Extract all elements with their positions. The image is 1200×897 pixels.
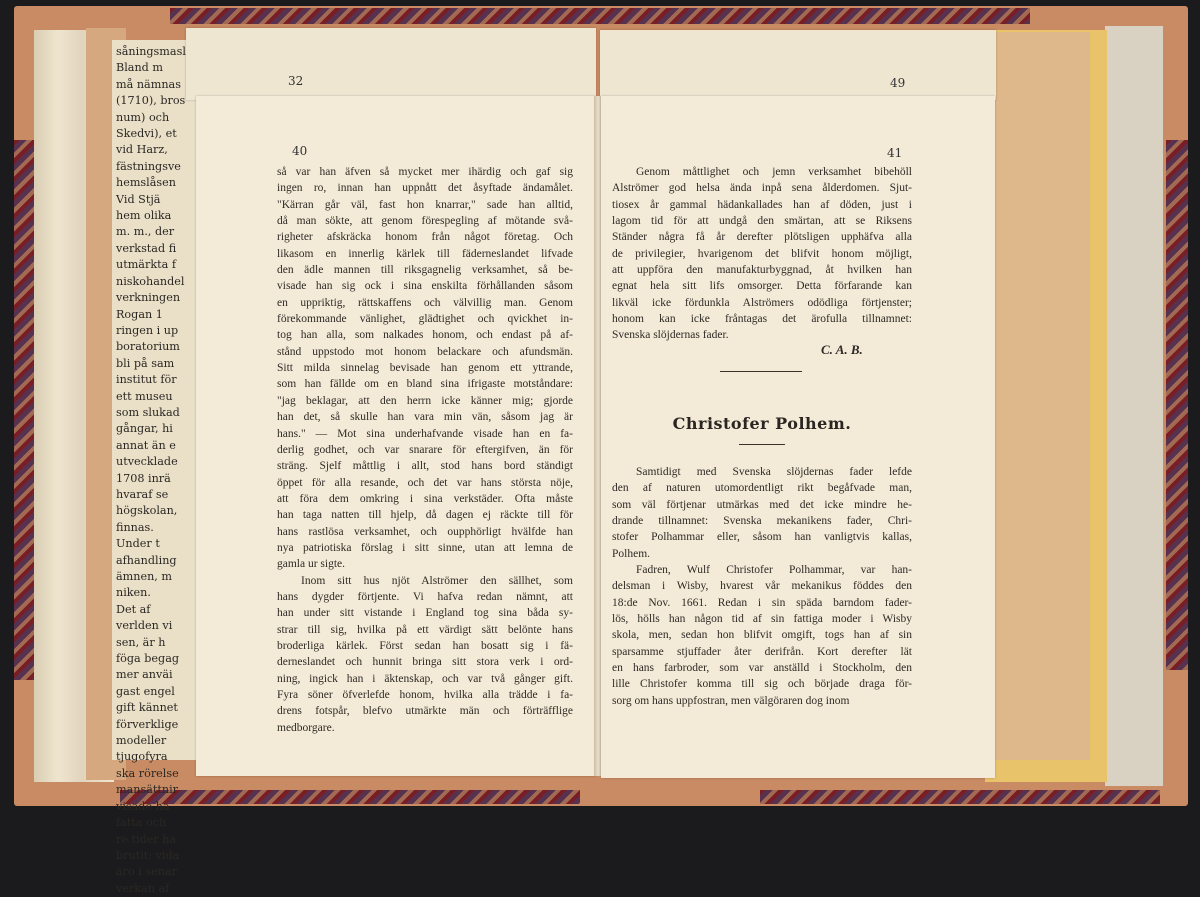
text-line: Ständer några få år derefter plötsligen upphäfva alla [612, 231, 912, 244]
clipping-line: brutit; vida [116, 848, 180, 862]
clipping-text [112, 40, 196, 897]
right-page-text-top [612, 164, 912, 344]
clipping-line: verlden vi [116, 619, 173, 633]
clipping-line: vid Harz, [116, 143, 168, 157]
text-line: likväl icke fördunkla Alströmers odödliga förtjenster; [612, 296, 912, 309]
text-line: egnat hela sitt lifs omsorger. Detta förfarande kan [612, 280, 912, 293]
text-line: drande tillnamnet: Svenska mekanikens fader, Chri- [612, 515, 912, 528]
text-line: strar till sig, hvilka på ett värdigt sätt belönte hans [277, 623, 573, 636]
clipping-line: niskohandel [116, 274, 185, 288]
clipping-line: ett museu [116, 389, 173, 403]
marbled-endpaper-right [1166, 140, 1188, 670]
text-line: förekommande vänlighet, glädtighet och qvickhet in- [277, 313, 573, 326]
text-line: likasom en innerlig kärlek till fäderneslandet lifvade [277, 247, 573, 260]
clipping-line: förverklige [116, 717, 179, 731]
text-line: righeter afskräcka honom från något företag. Och [277, 231, 573, 244]
clipping-line: num) och [116, 110, 170, 124]
clipping-line: niken. [116, 586, 151, 600]
signature: C. A. B. [821, 342, 863, 357]
under-page-number-right: 49 [890, 76, 906, 90]
text-line: derneslandet och hunnit bringa sitt stora verk i ord- [277, 656, 573, 669]
text-line: en hans farbroder, som var anställd i Stockholm, den [612, 662, 912, 675]
clipping-line: må nämnas [116, 77, 181, 91]
text-line: ning, ingick han i äktenskap, och var två gånger gift. [277, 672, 573, 685]
clipping-line: utmärkta f [116, 258, 176, 272]
text-line: gamla ur sigte. [277, 558, 346, 571]
text-line: derlig godhet, och var snarare för eftergifven, än för [277, 443, 573, 456]
text-line: han taga natten till hjelp, då dagen ej räckte till för [277, 509, 573, 522]
clipping-line: re tider ha [116, 832, 177, 846]
right-page [601, 96, 995, 778]
text-line: Samtidigt med Svenska slöjdernas fader lefde [636, 466, 912, 478]
clipping-line: Skedvi), et [116, 127, 177, 141]
text-line: Alströmer god helsa ända inpå sena ålderdomen. Sjut- [612, 182, 912, 195]
clipping-line: annat än e [116, 438, 176, 452]
heading-underline [739, 444, 785, 445]
clipping-line: afhandling [116, 553, 177, 567]
right-insert-tan [980, 32, 1090, 760]
text-line: honom kan icke fråntagas det ärofulla tillnamnet: [612, 313, 912, 326]
clipping-line: mer anväi [116, 668, 173, 682]
clipping-line: som slukad [116, 405, 180, 419]
text-line: hans rastlösa verksamhet, och oupphörligt hvälfde han [277, 525, 573, 538]
clipping-line: mansättnir [116, 783, 179, 797]
text-line: hans." — Mot sina underhafvande visade han en fa- [277, 427, 573, 440]
text-line: hans dygder förtjente. Vi hafva redan nämnt, att [277, 590, 573, 603]
right-paragraph-3 [612, 562, 912, 709]
clipping-line: Bland m [116, 61, 164, 75]
clipping-line: ska rörelse [116, 766, 179, 780]
clipping-line: m. m., der [116, 225, 175, 239]
text-line: Fadren, Wulf Christofer Polhammar, var han- [636, 564, 912, 577]
left-page-text [277, 164, 573, 736]
text-line: medborgare. [277, 721, 335, 734]
text-line: som han fällde om en bland sina ifrigaste motståndare: [277, 378, 573, 391]
clipping-line: verkstad fi [116, 241, 177, 255]
text-line: ingen ro, innan han uppnått det åsyftade ändamålet. [277, 182, 573, 195]
text-line: Sitt milda sinnelag bevisade han genom ett yttrande, [277, 362, 573, 375]
text-line: Polhem. [612, 547, 651, 560]
text-line: den ädle mannen till riksgagnelig verksamhet, så be- [277, 264, 573, 277]
clipping-line: bli på sam [116, 356, 175, 370]
clipping-line: hem olika [116, 209, 172, 223]
text-line: nya patriotiska förslag i sitt sinne, utan att lemna de [277, 541, 573, 554]
text-line: stofer Polhammar eller, såsom han vanligtvis kallas, [612, 531, 912, 544]
text-line: lille Christofer komma till sig och började draga för- [612, 678, 912, 691]
under-page-number-left: 32 [288, 74, 304, 88]
text-line: lös, hölls han någon tid af sin fattiga moder i Wisby [612, 613, 912, 626]
clipping-line: (1710), bros [116, 94, 186, 108]
text-line: "jag beklagar, att den herrn icke känner mig; gjorde [277, 394, 573, 407]
clipping-line: gångar, hi [116, 422, 173, 436]
text-line: drens fotspår, blefvo utmärkte män och förträfflige [277, 705, 573, 718]
clipping-line: äro i senar [116, 865, 178, 879]
text-line: en uppriktig, rättskaffens och välvillig man. Genom [277, 296, 573, 309]
clipping-line: fästningsve [116, 159, 181, 173]
right-page-text-bottom [612, 464, 912, 709]
clipping-line: hemslåsen [116, 176, 176, 190]
left-paragraph-1 [277, 164, 573, 573]
text-line: tiosex år gammal hädankallades han af döden, just i [612, 198, 912, 211]
underlying-page-left [186, 28, 596, 100]
clipping-line: tjugofyra [116, 750, 168, 764]
clipping-line: föga begag [116, 652, 180, 666]
text-line: "Kärran går väl, fast hon knarrar," sade han alltid, [277, 198, 573, 211]
text-line: tog han alla, som nalkades honom, och endast på af- [277, 329, 573, 342]
clipping-line: ringen i up [116, 323, 179, 337]
text-line: att uppföra den manufakturbyggnad, åt hvilken han [612, 264, 912, 277]
left-page [196, 96, 596, 776]
clipping-line: Vid Stjä [116, 192, 161, 206]
clipping-line: verkningen [116, 291, 181, 305]
text-line: som väl förtjenar utmärkas med det icke mindre he- [612, 498, 912, 511]
marbled-endpaper-left [14, 140, 34, 680]
text-line: skola, men, sedan hon blifvit omgift, togs han af sin [612, 629, 912, 642]
text-line: Genom måttlighet och jemn verksamhet bibehöll [636, 166, 912, 178]
right-paragraph-2 [612, 464, 912, 562]
clipping-line: 1708 inrä [116, 471, 171, 485]
text-line: broderliga kärlek. Först sedan han bosatt sig i fä- [277, 639, 573, 652]
clipping-line: gast engel [116, 684, 175, 698]
newspaper-clipping [112, 40, 196, 895]
clipping-line: Under t [116, 537, 160, 551]
clipping-line: sen, är h [116, 635, 166, 649]
text-line: sparsamme stjuffader åter derifrån. Kort derefter lät [612, 645, 912, 658]
clipping-line: fatta och [116, 816, 167, 830]
clipping-line: hvaraf se [116, 487, 169, 501]
text-line: öppet för alla resande, och det var hans största nöje, [277, 476, 573, 489]
right-insert-grey [1105, 26, 1163, 786]
text-line: Svenska slöjdernas fader. [612, 329, 729, 342]
text-line: sträng. Sjelf måttlig i allt, stod hans bord ständigt [277, 460, 573, 473]
text-line: så var han äfven så mycket mer ihärdig och gaf sig [277, 166, 573, 178]
section-divider [720, 371, 802, 372]
text-line: delsman i Wisby, hvarest vår mekanikus föddes den [612, 580, 912, 593]
text-line: de privilegier, hvarigenom det blifvit honom möjligt, [612, 247, 912, 260]
clipping-line: finnas. [116, 520, 154, 534]
right-paragraph-1 [612, 164, 912, 344]
clipping-line: visade ha [116, 799, 170, 813]
clipping-line: verkan af [116, 881, 170, 895]
text-line: att föra dem omkring i sina verkstäder. Ofta måste [277, 492, 573, 505]
clipping-line: Rogan 1 [116, 307, 163, 321]
clipping-line: modeller [116, 734, 167, 748]
text-line: han det, så skulle han vara min vän, såsom jag är [277, 411, 573, 424]
text-line: Inom sitt hus njöt Alströmer den sällhet, som [301, 574, 573, 587]
text-line: Fyra söner öfverlefde honom, hvilka alla trädde i fa- [277, 689, 573, 701]
left-paragraph-2 [277, 573, 573, 736]
text-line: den af naturen utomordentligt rikt begåfvade man, [612, 482, 912, 495]
clipping-line: ämnen, m [116, 570, 173, 583]
clipping-line: Det af [116, 602, 151, 616]
text-line: lagom tid för att undgå den smärtan, att se Riksens [612, 215, 912, 228]
underlying-page-right [600, 30, 996, 100]
section-heading: Christofer Polhem. [672, 414, 852, 433]
text-line: visade han sig ock i sina enskilta förhållanden såsom [277, 280, 573, 293]
clipping-line: högskolan, [116, 504, 178, 518]
text-line: sorg om hans uppfostran, men välgöraren dog inom [612, 694, 850, 707]
text-line: han under sitt vistande i England tog sina båda sy- [277, 607, 573, 620]
clipping-line: utvecklade [116, 455, 178, 469]
clipping-line: såningsmasl [116, 45, 186, 58]
text-line: 18:de Nov. 1661. Redan i sin späda barndom fader- [612, 596, 912, 609]
left-page-number: 40 [292, 144, 308, 158]
marbled-endpaper-bottom-right [760, 790, 1160, 804]
text-line: stånd uppstodo mot honom belackare och afundsmän. [277, 345, 573, 358]
marbled-endpaper-top [170, 8, 1030, 24]
text-line: då man sökte, att genom förespegling af mötande svå- [277, 215, 573, 228]
clipping-line: institut för [116, 373, 177, 387]
right-page-number: 41 [887, 146, 903, 160]
clipping-line: gift kännet [116, 701, 178, 715]
clipping-line: boratorium [116, 340, 180, 354]
